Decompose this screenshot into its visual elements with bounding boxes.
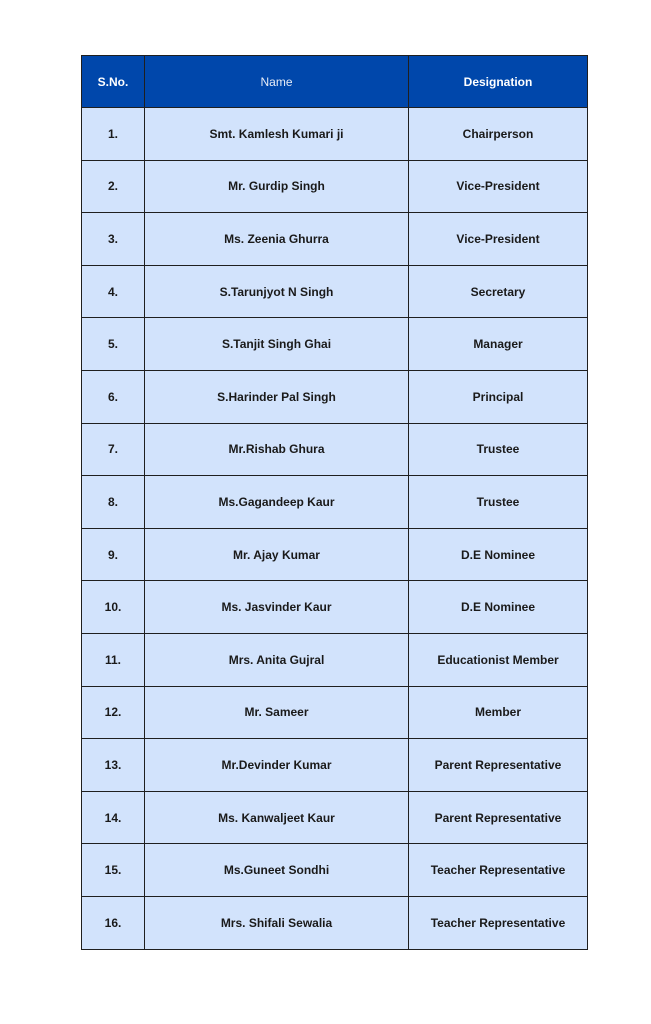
table-row [82,581,588,634]
table-row [82,686,588,739]
table-row [82,213,588,266]
cell-name: Mr. Sameer [145,686,409,739]
cell-sno: 11. [82,633,145,686]
table-row [82,108,588,161]
cell-name: Mr. Ajay Kumar [145,528,409,581]
table-body [82,108,588,950]
header-name: Name [145,56,409,108]
table-row [82,791,588,844]
table-row [82,318,588,371]
cell-sno: 4. [82,265,145,318]
cell-sno: 10. [82,581,145,634]
table-row [82,476,588,529]
cell-name: Mr. Gurdip Singh [145,160,409,213]
table-row [82,160,588,213]
cell-sno: 15. [82,844,145,897]
cell-designation: Chairperson [409,108,588,161]
cell-sno: 3. [82,213,145,266]
cell-name: Ms.Gagandeep Kaur [145,476,409,529]
table-row [82,633,588,686]
cell-name: S.Tanjit Singh Ghai [145,318,409,371]
cell-sno: 1. [82,108,145,161]
table-row [82,423,588,476]
cell-sno: 8. [82,476,145,529]
cell-designation: Trustee [409,423,588,476]
cell-name: Ms. Kanwaljeet Kaur [145,791,409,844]
committee-table [81,55,588,950]
cell-name: Mrs. Shifali Sewalia [145,896,409,949]
cell-sno: 12. [82,686,145,739]
cell-name: Ms.Guneet Sondhi [145,844,409,897]
cell-sno: 16. [82,896,145,949]
header-sno: S.No. [82,56,145,108]
cell-sno: 7. [82,423,145,476]
table-header-row [82,56,588,108]
cell-designation: Parent Representative [409,791,588,844]
cell-designation: Member [409,686,588,739]
cell-designation: Secretary [409,265,588,318]
cell-designation: Manager [409,318,588,371]
cell-name: Ms. Zeenia Ghurra [145,213,409,266]
cell-designation: Teacher Representative [409,844,588,897]
table-row [82,528,588,581]
cell-designation: Parent Representative [409,739,588,792]
cell-sno: 2. [82,160,145,213]
cell-sno: 9. [82,528,145,581]
cell-name: Mr.Devinder Kumar [145,739,409,792]
header-designation: Designation [409,56,588,108]
cell-sno: 13. [82,739,145,792]
cell-designation: Trustee [409,476,588,529]
cell-name: Smt. Kamlesh Kumari ji [145,108,409,161]
cell-designation: D.E Nominee [409,581,588,634]
cell-designation: Teacher Representative [409,896,588,949]
cell-designation: Principal [409,370,588,423]
table-row [82,844,588,897]
cell-name: Ms. Jasvinder Kaur [145,581,409,634]
cell-sno: 5. [82,318,145,371]
cell-name: Mrs. Anita Gujral [145,633,409,686]
table-row [82,370,588,423]
cell-designation: D.E Nominee [409,528,588,581]
table-row [82,265,588,318]
cell-name: S.Harinder Pal Singh [145,370,409,423]
table-row [82,896,588,949]
cell-designation: Educationist Member [409,633,588,686]
cell-sno: 14. [82,791,145,844]
cell-designation: Vice-President [409,160,588,213]
cell-sno: 6. [82,370,145,423]
cell-designation: Vice-President [409,213,588,266]
cell-name: S.Tarunjyot N Singh [145,265,409,318]
cell-name: Mr.Rishab Ghura [145,423,409,476]
table-row [82,739,588,792]
